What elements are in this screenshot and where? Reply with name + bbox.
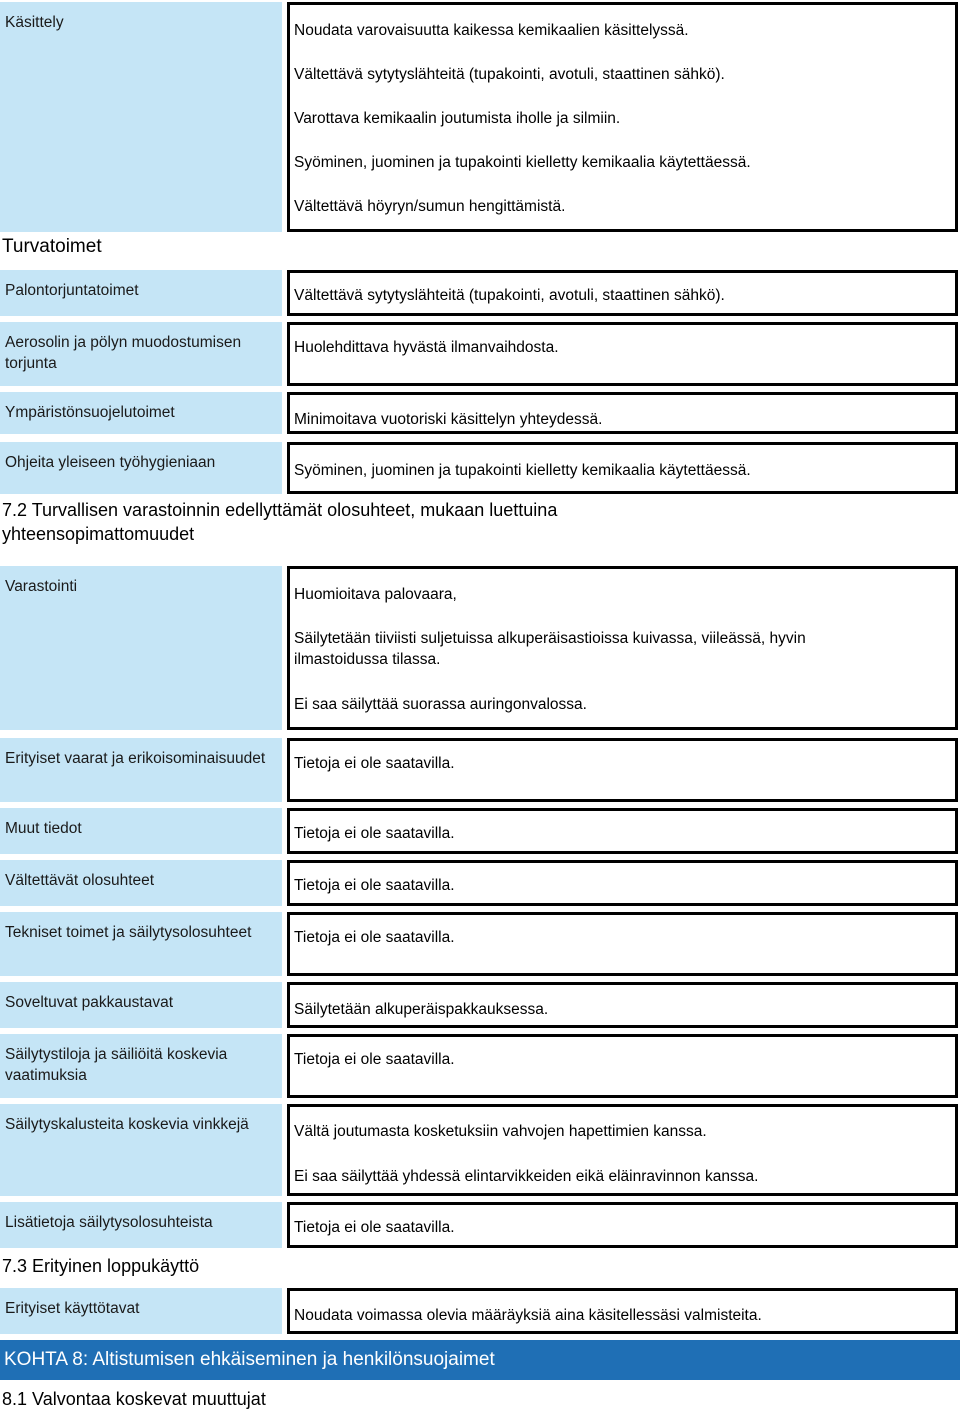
storage-line-2: Säilytetään tiiviisti suljetuissa alkuperäisastioissa kuivassa, viileässä, hyvin ilmastoidussa tilassa. <box>294 630 806 668</box>
storage-line-1: Huomioitava palovaara, <box>294 586 457 603</box>
storage-info-row <box>0 860 960 906</box>
storage-info-row <box>0 1034 960 1098</box>
handling-line-5: Vältettävä höyryn/sumun hengittämistä. <box>294 198 566 215</box>
storage-info-row <box>0 808 960 854</box>
storage-info-label: Tekniset toimet ja säilytysolosuhteet <box>0 912 282 976</box>
safety-row-label: Ympäristönsuojelutoimet <box>0 392 282 434</box>
storage-row <box>0 566 960 730</box>
safety-row-label: Ohjeita yleiseen työhygieniaan <box>0 442 282 494</box>
storage-info-label: Soveltuvat pakkaustavat <box>0 982 282 1028</box>
storage-label: Varastointi <box>0 566 282 730</box>
handling-label: Käsittely <box>0 2 282 232</box>
section-8-band: KOHTA 8: Altistumisen ehkäiseminen ja henkilönsuojaimet <box>0 1340 960 1380</box>
storage-extra-value: Tietoja ei ole saatavilla. <box>287 1202 958 1248</box>
safety-heading: Turvatoimet <box>2 236 102 257</box>
storage-info-row <box>0 982 960 1028</box>
storage-extra-row <box>0 1202 960 1248</box>
storage-info-row <box>0 912 960 976</box>
safety-row <box>0 442 960 494</box>
storage-extra-label: Lisätietoja säilytysolosuhteista <box>0 1202 282 1248</box>
storage-info-row <box>0 738 960 802</box>
storage-tips-line-1: Vältä joutumasta kosketuksiin vahvojen hapettimien kanssa. <box>294 1123 707 1140</box>
storage-tips-label: Säilytyskalusteita koskevia vinkkejä <box>0 1104 282 1196</box>
storage-info-value: Tietoja ei ole saatavilla. <box>287 738 958 802</box>
handling-line-3: Varottava kemikaalin joutumista iholle ja silmiin. <box>294 110 621 127</box>
storage-info-label: Muut tiedot <box>0 808 282 854</box>
handling-line-2: Vältettävä sytytyslähteitä (tupakointi, avotuli, staattinen sähkö). <box>294 66 725 83</box>
end-use-row <box>0 1288 960 1334</box>
storage-info-value: Säilytetään alkuperäispakkauksessa. <box>287 982 958 1028</box>
safety-row-label: Palontorjuntatoimet <box>0 270 282 316</box>
storage-info-value: Tietoja ei ole saatavilla. <box>287 860 958 906</box>
safety-row <box>0 270 960 316</box>
end-use-value: Noudata voimassa olevia määräyksiä aina käsitellessäsi valmisteita. <box>287 1288 958 1334</box>
handling-value <box>287 2 958 232</box>
storage-tips-line-2: Ei saa säilyttää yhdessä elintarvikkeiden eikä eläinravinnon kanssa. <box>294 1168 759 1185</box>
storage-info-value: Tietoja ei ole saatavilla. <box>287 1034 958 1098</box>
storage-info-label: Säilytystiloja ja säiliöitä koskevia vaatimuksia <box>0 1034 282 1098</box>
safety-row-value: Vältettävä sytytyslähteitä (tupakointi, avotuli, staattinen sähkö). <box>287 270 958 316</box>
section-7-3-title: 7.3 Erityinen loppukäyttö <box>2 1256 200 1276</box>
handling-row <box>0 2 960 232</box>
storage-tips-row <box>0 1104 960 1196</box>
safety-row-value: Minimoitava vuotoriski käsittelyn yhteydessä. <box>287 392 958 434</box>
end-use-label: Erityiset käyttötavat <box>0 1288 282 1334</box>
storage-value <box>287 566 958 730</box>
storage-tips-value <box>287 1104 958 1196</box>
storage-info-value: Tietoja ei ole saatavilla. <box>287 912 958 976</box>
handling-line-1: Noudata varovaisuutta kaikessa kemikaalien käsittelyssä. <box>294 22 689 39</box>
storage-line-3: Ei saa säilyttää suorassa auringonvalossa. <box>294 696 587 713</box>
section-7-2-title: 7.2 Turvallisen varastoinnin edellyttämät olosuhteet, mukaan luettuina yhteensopimattomuudet <box>2 500 558 544</box>
safety-row <box>0 392 960 434</box>
safety-row-value: Syöminen, juominen ja tupakointi kielletty kemikaalia käytettäessä. <box>287 442 958 494</box>
storage-info-value: Tietoja ei ole saatavilla. <box>287 808 958 854</box>
safety-row <box>0 322 960 386</box>
storage-info-label: Erityiset vaarat ja erikoisominaisuudet <box>0 738 282 802</box>
handling-line-4: Syöminen, juominen ja tupakointi kielletty kemikaalia käytettäessä. <box>294 154 751 171</box>
section-8-1-title: 8.1 Valvontaa koskevat muuttujat <box>2 1389 266 1409</box>
safety-row-label: Aerosolin ja pölyn muodostumisen torjunta <box>0 322 282 386</box>
storage-info-label: Vältettävät olosuhteet <box>0 860 282 906</box>
safety-row-value: Huolehdittava hyvästä ilmanvaihdosta. <box>287 322 958 386</box>
